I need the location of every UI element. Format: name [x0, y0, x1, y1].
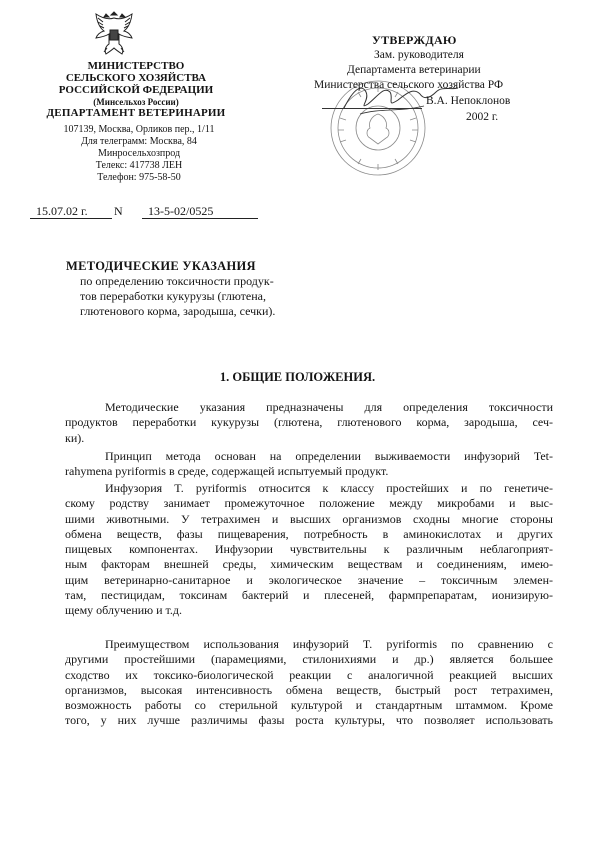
text-line: обмена веществ, фазы пищеварения, потребность в аминокислотах и других — [65, 526, 553, 541]
reference-no-label: N — [114, 204, 123, 218]
text-line: шими животными. У тетрахимен и высших организмов сходны многие стороны — [65, 511, 553, 526]
approver-department: Департамента ветеринарии — [347, 64, 481, 76]
coat-of-arms-icon — [92, 8, 136, 58]
text-line: организмов, высокая интенсивность обмена веществ, быстрый рост тетрахимен, — [65, 682, 553, 697]
text-line: ным факторам внешней среды, химическим веществам и соединениям, имею- — [65, 557, 553, 572]
department-name: ДЕПАРТАМЕНТ ВЕТЕРИНАРИИ — [46, 107, 226, 119]
text-line: Методические указания предназначены для определения токсичности — [105, 400, 553, 414]
text-line: щим ветеринарно-санитарное и экологическое значение – токсичным элемен- — [65, 572, 553, 587]
text-line: продуктов переработки кукурузы (глютена, глютенового корма, зародыша, сеч- — [65, 415, 553, 430]
text-line: того, у них лучше различимы фазы роста культуры, что позволяет использовать — [65, 713, 553, 728]
approver-name: В.А. Непоклонов — [426, 95, 511, 107]
number-underline — [142, 218, 258, 219]
section-heading: 1. ОБЩИЕ ПОЛОЖЕНИЯ. — [219, 370, 376, 384]
approver-position: Зам. руководителя — [374, 49, 464, 61]
document-subtitle-line: тов переработки кукурузы (глютена, — [80, 289, 266, 303]
text-line: скому родству занимает промежуточное положение между микробами и выс- — [65, 496, 553, 511]
telex-line: Телекс: 417738 ЛЕН — [95, 160, 183, 171]
paragraph-organism — [65, 481, 553, 619]
ministry-name: МИНИСТЕРСТВО СЕЛЬСКОГО ХОЗЯЙСТВА РОССИЙСКОЙ ФЕДЕРАЦИИ — [58, 60, 214, 96]
telegram-line: Для телеграмм: Москва, 84 — [81, 136, 197, 147]
text-line: Преимуществом использования инфузорий T. pyriformis по сравнению с — [105, 637, 553, 651]
document-title: МЕТОДИЧЕСКИЕ УКАЗАНИЯ — [66, 259, 256, 273]
text-line: возможность работы со стерильной культурой и стандартным штаммом. Кроме — [65, 698, 553, 713]
signature-line — [322, 108, 422, 109]
telegram-code-line: Минросельхозпрод — [97, 148, 181, 159]
approval-date: 2002 г. — [466, 111, 499, 123]
ministry-short-name: (Минсельхоз России) — [93, 97, 179, 107]
text-line: rahymena pyriformis в среде, содержащей испытуемый продукт. — [65, 464, 389, 479]
paragraph-purpose — [65, 400, 553, 446]
date-underline — [30, 218, 112, 219]
text-line: сходство их токсико-биологической реакции с аналогичной реакцией высших — [65, 667, 553, 682]
text-line: Инфузория T. pyriformis относится к классу простейших и по генетиче- — [105, 481, 553, 495]
paragraph-advantages — [65, 637, 553, 729]
reference-date: 15.07.02 г. — [36, 204, 88, 218]
text-line: там, пестицидам, токсинам бактерий и плесеней, фармпрепаратам, ионизирую- — [65, 588, 553, 603]
text-line: ки). — [65, 430, 85, 445]
address-line: 107139, Москва, Орликов пер., 1/11 — [63, 124, 215, 135]
approval-title: УТВЕРЖДАЮ — [372, 33, 457, 47]
document-subtitle-line: глютенового корма, зародыша, сечки). — [80, 304, 276, 318]
paragraph-principle — [65, 449, 553, 480]
text-line: другими простейшими (парамециями, стилонихиями и др.) является большее — [65, 652, 553, 667]
reference-number: 13-5-02/0525 — [148, 204, 214, 218]
text-line: пищевых компонентах. Инфузории чувствительны к различным неблагоприят- — [65, 542, 553, 557]
document-subtitle-line: по определению токсичности продук- — [80, 274, 274, 288]
text-line: Принцип метода основан на определении выживаемости инфузорий Tet- — [105, 449, 553, 463]
phone-line: Телефон: 975-58-50 — [97, 172, 181, 183]
approver-ministry: Министерства сельского хозяйства РФ — [314, 79, 504, 91]
text-line: щему облучению и т.д. — [65, 603, 182, 618]
outgoing-reference — [30, 200, 260, 222]
